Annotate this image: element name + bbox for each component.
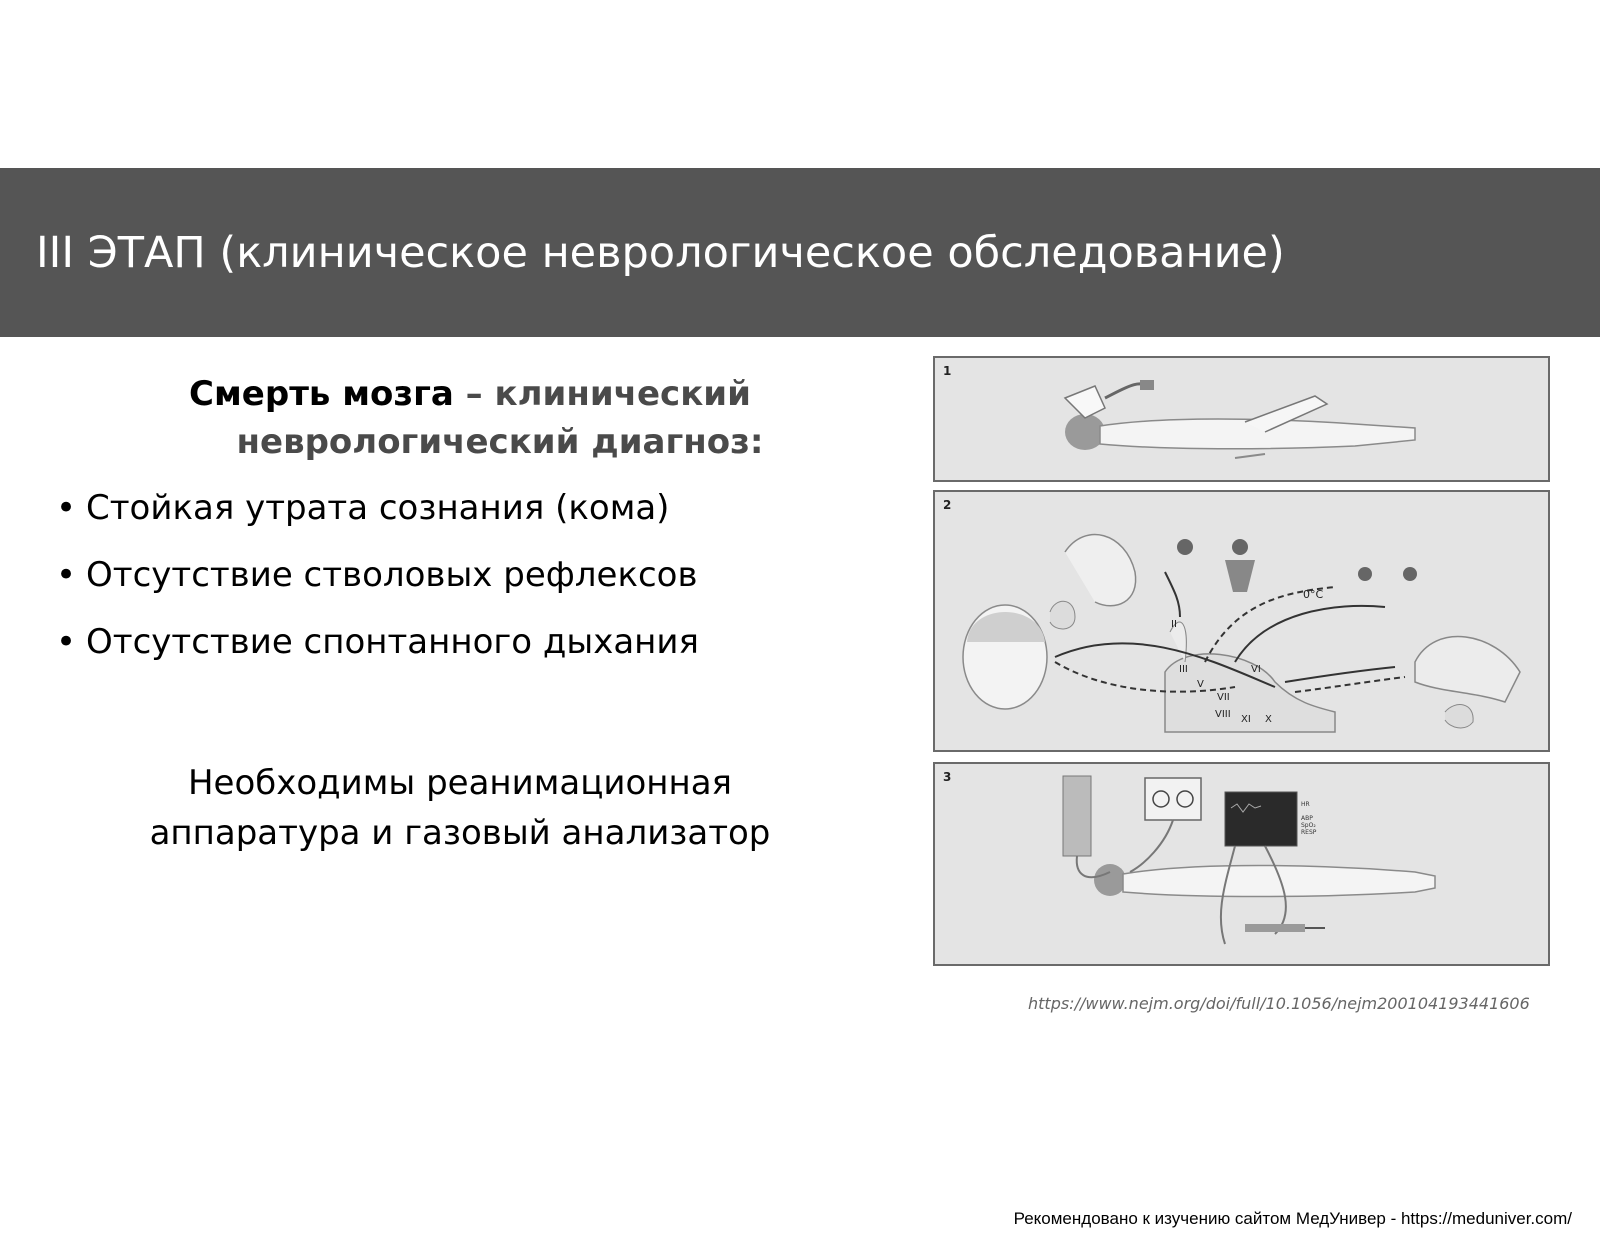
title-bar xyxy=(0,168,1600,337)
panel-number: 2 xyxy=(943,498,952,512)
monitor-label-abp: ABP xyxy=(1301,815,1313,822)
apnea-test-illustration xyxy=(935,764,1550,966)
criteria-list xyxy=(56,488,699,689)
definition-dash: – xyxy=(453,374,495,414)
panel-3 xyxy=(933,762,1550,966)
source-link[interactable]: https://www.nejm.org/doi/full/10.1056/nejm200104193441606 xyxy=(1028,994,1530,1013)
equipment-note xyxy=(110,758,810,858)
bullet-icon: • xyxy=(56,622,77,662)
note-line1: Необходимы реанимационная xyxy=(187,763,733,803)
definition-line1: клинический xyxy=(494,374,751,414)
criteria-item xyxy=(56,555,699,595)
nerve-label: V xyxy=(1197,679,1204,690)
panel-number: 3 xyxy=(943,770,952,784)
definition-term: Смерть мозга xyxy=(189,374,454,414)
monitor-label-spo2: SpO₂ xyxy=(1301,822,1316,829)
criteria-item xyxy=(56,488,699,528)
panel-1 xyxy=(933,356,1550,482)
criteria-text: Стойкая утрата сознания (кома) xyxy=(86,488,670,528)
bullet-icon: • xyxy=(56,488,77,528)
brainstem-reflex-illustration xyxy=(935,492,1550,752)
nerve-label: VI xyxy=(1251,664,1261,675)
nerve-label: III xyxy=(1179,664,1188,675)
nerve-label: XI xyxy=(1241,714,1251,725)
slide-title: III ЭТАП (клиническое неврологическое обследование) xyxy=(36,227,1285,278)
nerve-label: VII xyxy=(1217,692,1230,703)
panel-number: 1 xyxy=(943,364,952,378)
criteria-text: Отсутствие спонтанного дыхания xyxy=(86,622,699,662)
criteria-item xyxy=(56,622,699,662)
nerve-label: X xyxy=(1265,714,1272,725)
note-line2: аппаратура и газовый анализатор xyxy=(149,813,771,853)
nerve-label: II xyxy=(1171,619,1177,630)
temperature-label: 0°C xyxy=(1303,588,1324,601)
monitor-label-hr: HR xyxy=(1301,801,1310,808)
definition-block xyxy=(120,370,820,466)
patient-lying-illustration xyxy=(935,358,1550,482)
monitor-label-resp: RESP xyxy=(1301,829,1317,836)
definition-line2: неврологический диагноз: xyxy=(236,422,764,462)
nerve-label: VIII xyxy=(1215,709,1231,720)
footer-credit: Рекомендовано к изучению сайтом МедУнивер - https://meduniver.com/ xyxy=(1013,1209,1572,1228)
criteria-text: Отсутствие стволовых рефлексов xyxy=(86,555,698,595)
brain-death-illustration xyxy=(930,354,1552,970)
panel-2 xyxy=(933,490,1550,752)
bullet-icon: • xyxy=(56,555,77,595)
